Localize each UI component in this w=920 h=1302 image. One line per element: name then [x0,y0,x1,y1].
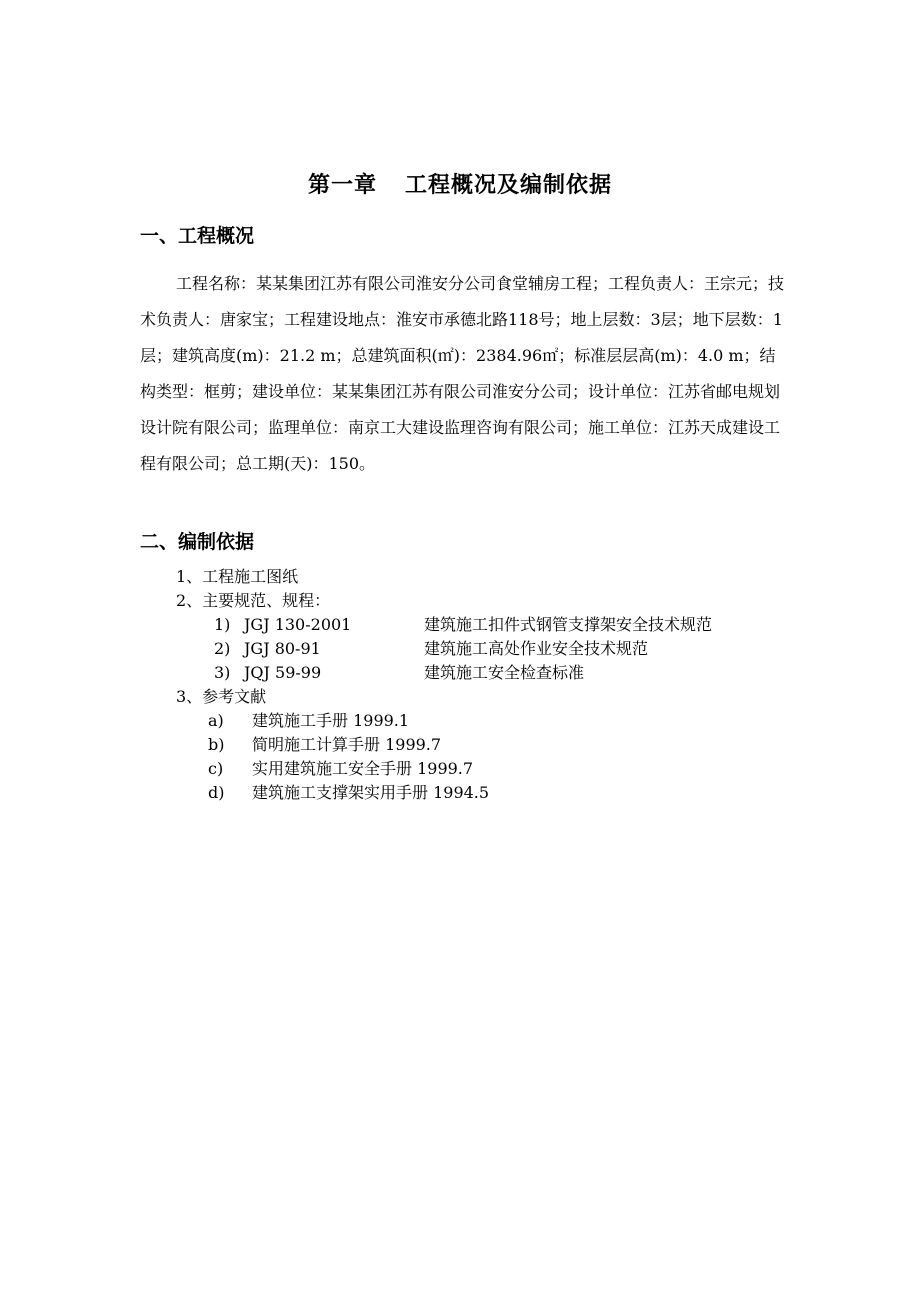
reference-text: 建筑施工手册 1999.1 [252,711,410,730]
basis-item-references: 3、参考文献 [176,687,267,706]
spec-code: JGJ 80-91 [244,639,321,658]
spec-number: 1) [214,615,231,634]
spec-code: JQJ 59-99 [244,663,322,682]
basis-item-drawings: 1、工程施工图纸 [176,567,299,586]
spec-name: 建筑施工安全检查标准 [424,663,585,682]
spec-number: 2) [214,639,231,658]
spec-code: JGJ 130-2001 [244,615,352,634]
section-heading-overview: 一、工程概况 [140,225,255,247]
chapter-number: 第一章 [307,173,377,198]
reference-label: c) [208,759,224,778]
chapter-title [0,168,920,199]
reference-label: d) [208,783,225,802]
spec-number: 3) [214,663,231,682]
reference-label: a) [208,711,224,730]
spec-name: 建筑施工高处作业安全技术规范 [424,639,649,658]
overview-paragraph: 工程名称：某某集团江苏有限公司淮安分公司食堂辅房工程；工程负责人：王宗元；技术负责人：唐家宝；工程建设地点：淮安市承德北路118号；地上层数：3层；地下层数：1层；建筑高度(m)：21.2 m；总建筑面积(㎡)：2384.96㎡；标准层层高(m)：4.0 m；结构类型：框剪；建设单位：某某集团江苏有限公司淮安分公司；设计单位：江苏省邮电规划设计院有限公司；监理单位：南京工大建设监理咨询有限公司；施工单位：江苏天成建设工程有限公司；总工期(天)：150。 [140,274,785,473]
spec-name: 建筑施工扣件式钢管支撑架安全技术规范 [424,615,713,634]
reference-text: 建筑施工支撑架实用手册 1994.5 [252,783,490,802]
reference-label: b) [208,735,225,754]
reference-text: 简明施工计算手册 1999.7 [252,735,442,754]
section-heading-basis: 二、编制依据 [140,531,255,553]
reference-text: 实用建筑施工安全手册 1999.7 [252,759,474,778]
chapter-name: 工程概况及编制依据 [405,173,613,198]
basis-item-specs: 2、主要规范、规程： [176,591,331,610]
